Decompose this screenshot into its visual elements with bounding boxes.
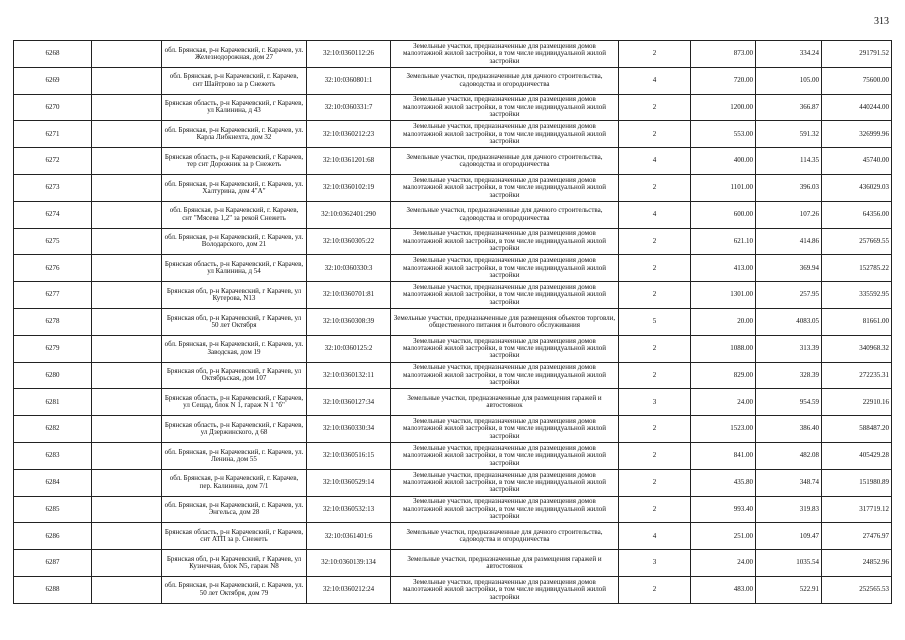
specific-value-cell: 334.24 [756, 41, 822, 68]
address-cell: обл. Брянская, р-н Карачевский, г. Карачев, ул. Володарского, дом 21 [162, 228, 307, 255]
area-cell: 993.40 [691, 496, 756, 523]
use-group-cell: 4 [619, 201, 691, 228]
cadastral-number-cell: 32:10:0361201:68 [307, 148, 391, 175]
row-number: 6280 [14, 362, 92, 389]
cadastral-value-cell: 326999.96 [822, 121, 892, 148]
area-cell: 600.00 [691, 201, 756, 228]
land-use-cell: Земельные участки, предназначенные для размещения домов малоэтажной жилой застройки, в том числе индивидуальной жилой застройки [391, 362, 619, 389]
cadastral-number-cell: 32:10:0360212:23 [307, 121, 391, 148]
address-cell: обл. Брянская, р-н Карачевский, г. Карачев, ул. Заводская, дом 19 [162, 335, 307, 362]
use-group-cell: 2 [619, 121, 691, 148]
use-group-cell: 2 [619, 41, 691, 68]
table-row [14, 308, 892, 335]
land-use-cell: Земельные участки, предназначенные для размещения домов малоэтажной жилой застройки, в том числе индивидуальной жилой застройки [391, 121, 619, 148]
empty-cell [92, 174, 162, 201]
use-group-cell: 2 [619, 362, 691, 389]
address-cell: Брянская обл, р-н Карачевский, г Карачев, ул Кузнечная, блок N5, гараж N8 [162, 550, 307, 577]
row-number: 6278 [14, 308, 92, 335]
empty-cell [92, 67, 162, 94]
cadastral-value-cell: 440244.00 [822, 94, 892, 121]
area-cell: 553.00 [691, 121, 756, 148]
cadastral-value-cell: 340968.32 [822, 335, 892, 362]
row-number: 6275 [14, 228, 92, 255]
use-group-cell: 5 [619, 308, 691, 335]
use-group-cell: 2 [619, 416, 691, 443]
empty-cell [92, 416, 162, 443]
table-row [14, 174, 892, 201]
address-cell: обл. Брянская, р-н Карачевский, г. Карачев, пер. Калинина, дом 7/1 [162, 469, 307, 496]
empty-cell [92, 41, 162, 68]
cadastral-value-cell: 64356.00 [822, 201, 892, 228]
table-row [14, 389, 892, 416]
table-row [14, 94, 892, 121]
cadastral-number-cell: 32:10:0360212:24 [307, 576, 391, 603]
table-row [14, 228, 892, 255]
specific-value-cell: 107.26 [756, 201, 822, 228]
cadastral-number-cell: 32:10:0360127:34 [307, 389, 391, 416]
cadastral-value-cell: 588487.20 [822, 416, 892, 443]
specific-value-cell: 1035.54 [756, 550, 822, 577]
area-cell: 1088.00 [691, 335, 756, 362]
address-cell: Брянская область, р-н Карачевский, г Карачев, тер снт Дорожник за р Снежеть [162, 148, 307, 175]
use-group-cell: 2 [619, 496, 691, 523]
empty-cell [92, 255, 162, 282]
address-cell: Брянская область, р-н Карачевский, г Карачев, снт АТП за р. Снежеть [162, 523, 307, 550]
area-cell: 20.00 [691, 308, 756, 335]
specific-value-cell: 396.03 [756, 174, 822, 201]
row-number: 6276 [14, 255, 92, 282]
table-row [14, 41, 892, 68]
land-use-cell: Земельные участки, предназначенные для размещения домов малоэтажной жилой застройки, в том числе индивидуальной жилой застройки [391, 576, 619, 603]
table-row [14, 496, 892, 523]
land-use-cell: Земельные участки, предназначенные для размещения гаражей и автостоянок [391, 389, 619, 416]
row-number: 6274 [14, 201, 92, 228]
cadastral-number-cell: 32:10:0360516:15 [307, 442, 391, 469]
row-number: 6281 [14, 389, 92, 416]
row-number: 6272 [14, 148, 92, 175]
area-cell: 829.00 [691, 362, 756, 389]
cadastral-value-cell: 24852.96 [822, 550, 892, 577]
cadastral-value-cell: 317719.12 [822, 496, 892, 523]
address-cell: Брянская область, р-н Карачевский, г Карачев, ул Калинина, д 43 [162, 94, 307, 121]
cadastral-number-cell: 32:10:0360139:134 [307, 550, 391, 577]
empty-cell [92, 523, 162, 550]
specific-value-cell: 348.74 [756, 469, 822, 496]
empty-cell [92, 389, 162, 416]
land-use-cell: Земельные участки, предназначенные для размещения домов малоэтажной жилой застройки, в том числе индивидуальной жилой застройки [391, 41, 619, 68]
empty-cell [92, 201, 162, 228]
specific-value-cell: 386.40 [756, 416, 822, 443]
cadastral-value-cell: 291791.52 [822, 41, 892, 68]
empty-cell [92, 282, 162, 309]
land-use-cell: Земельные участки, предназначенные для размещения домов малоэтажной жилой застройки, в том числе индивидуальной жилой застройки [391, 94, 619, 121]
row-number: 6269 [14, 67, 92, 94]
table-row [14, 201, 892, 228]
cadastral-number-cell: 32:10:0360532:13 [307, 496, 391, 523]
land-use-cell: Земельные участки, предназначенные для размещения домов малоэтажной жилой застройки, в том числе индивидуальной жилой застройки [391, 335, 619, 362]
area-cell: 1200.00 [691, 94, 756, 121]
specific-value-cell: 366.87 [756, 94, 822, 121]
land-use-cell: Земельные участки, предназначенные для размещения домов малоэтажной жилой застройки, в том числе индивидуальной жилой застройки [391, 496, 619, 523]
land-use-cell: Земельные участки, предназначенные для размещения домов малоэтажной жилой застройки, в том числе индивидуальной жилой застройки [391, 174, 619, 201]
table-row [14, 335, 892, 362]
address-cell: обл. Брянская, р-н Карачевский, г. Карачев, снт Шайтрово за р Снежеть [162, 67, 307, 94]
land-use-cell: Земельные участки, предназначенные для размещения домов малоэтажной жилой застройки, в том числе индивидуальной жилой застройки [391, 282, 619, 309]
use-group-cell: 2 [619, 335, 691, 362]
table-row [14, 148, 892, 175]
empty-cell [92, 496, 162, 523]
table-row [14, 121, 892, 148]
table-row [14, 362, 892, 389]
cadastral-value-cell: 272235.31 [822, 362, 892, 389]
cadastral-value-cell: 27476.97 [822, 523, 892, 550]
use-group-cell: 3 [619, 550, 691, 577]
page-number: 313 [874, 16, 889, 27]
use-group-cell: 4 [619, 148, 691, 175]
area-cell: 24.00 [691, 550, 756, 577]
use-group-cell: 2 [619, 228, 691, 255]
table-row [14, 282, 892, 309]
cadastral-number-cell: 32:10:0360801:1 [307, 67, 391, 94]
table-row [14, 442, 892, 469]
table-row [14, 67, 892, 94]
empty-cell [92, 121, 162, 148]
address-cell: Брянская область, р-н Карачевский, г Карачев, ул Сещад, блок N 1, гараж N 1 "б" [162, 389, 307, 416]
land-use-cell: Земельные участки, предназначенные для дачного строительства, садоводства и огородничества [391, 67, 619, 94]
land-use-cell: Земельные участки, предназначенные для дачного строительства, садоводства и огородничества [391, 523, 619, 550]
address-cell: Брянская обл, р-н Карачевский, г Карачев, ул Кутерова, N13 [162, 282, 307, 309]
cadastral-number-cell: 32:10:0360331:7 [307, 94, 391, 121]
area-cell: 621.10 [691, 228, 756, 255]
empty-cell [92, 228, 162, 255]
cadastral-number-cell: 32:10:0362401:290 [307, 201, 391, 228]
area-cell: 400.00 [691, 148, 756, 175]
row-number: 6273 [14, 174, 92, 201]
table-row [14, 523, 892, 550]
address-cell: Брянская обл, р-н Карачевский, г Карачев, ул Октябрьская, дом 107 [162, 362, 307, 389]
specific-value-cell: 114.35 [756, 148, 822, 175]
row-number: 6283 [14, 442, 92, 469]
cadastral-number-cell: 32:10:0360529:14 [307, 469, 391, 496]
cadastral-value-cell: 22910.16 [822, 389, 892, 416]
cadastral-number-cell: 32:10:0361401:6 [307, 523, 391, 550]
specific-value-cell: 319.83 [756, 496, 822, 523]
use-group-cell: 3 [619, 389, 691, 416]
cadastral-number-cell: 32:10:0360112:26 [307, 41, 391, 68]
empty-cell [92, 308, 162, 335]
cadastral-number-cell: 32:10:0360330:3 [307, 255, 391, 282]
cadastral-number-cell: 32:10:0360330:34 [307, 416, 391, 443]
land-use-cell: Земельные участки, предназначенные для размещения домов малоэтажной жилой застройки, в том числе индивидуальной жилой застройки [391, 442, 619, 469]
address-cell: обл. Брянская, р-н Карачевский, г. Карачев, ул. 50 лет Октября, дом 79 [162, 576, 307, 603]
cadastral-number-cell: 32:10:0360102:19 [307, 174, 391, 201]
empty-cell [92, 550, 162, 577]
cadastral-value-cell: 81661.00 [822, 308, 892, 335]
row-number: 6287 [14, 550, 92, 577]
address-cell: обл. Брянская, р-н Карачевский, г. Карачев, снт "Мясева 1,2" за рекой Снежеть [162, 201, 307, 228]
area-cell: 720.00 [691, 67, 756, 94]
cadastral-value-cell: 257669.55 [822, 228, 892, 255]
land-use-cell: Земельные участки, предназначенные для размещения домов малоэтажной жилой застройки, в том числе индивидуальной жилой застройки [391, 228, 619, 255]
area-cell: 1101.00 [691, 174, 756, 201]
cadastral-value-cell: 335592.95 [822, 282, 892, 309]
specific-value-cell: 954.59 [756, 389, 822, 416]
cadastral-number-cell: 32:10:0360308:39 [307, 308, 391, 335]
use-group-cell: 4 [619, 67, 691, 94]
row-number: 6285 [14, 496, 92, 523]
area-cell: 251.00 [691, 523, 756, 550]
cadastral-number-cell: 32:10:0360701:81 [307, 282, 391, 309]
use-group-cell: 2 [619, 94, 691, 121]
empty-cell [92, 442, 162, 469]
land-use-cell: Земельные участки, предназначенные для размещения гаражей и автостоянок [391, 550, 619, 577]
row-number: 6288 [14, 576, 92, 603]
row-number: 6282 [14, 416, 92, 443]
area-cell: 435.80 [691, 469, 756, 496]
address-cell: обл. Брянская, р-н Карачевский, г. Карачев, ул. Халтурина, дом 4"А" [162, 174, 307, 201]
area-cell: 24.00 [691, 389, 756, 416]
use-group-cell: 2 [619, 442, 691, 469]
table-row [14, 576, 892, 603]
row-number: 6284 [14, 469, 92, 496]
empty-cell [92, 576, 162, 603]
area-cell: 1301.00 [691, 282, 756, 309]
land-use-cell: Земельные участки, предназначенные для размещения объектов торговли, общественного питания и бытового обслуживания [391, 308, 619, 335]
specific-value-cell: 257.95 [756, 282, 822, 309]
cadastral-number-cell: 32:10:0360305:22 [307, 228, 391, 255]
cadastral-value-cell: 75600.00 [822, 67, 892, 94]
area-cell: 841.00 [691, 442, 756, 469]
use-group-cell: 4 [619, 523, 691, 550]
table-row [14, 550, 892, 577]
cadastral-value-cell: 405429.28 [822, 442, 892, 469]
row-number: 6268 [14, 41, 92, 68]
land-use-cell: Земельные участки, предназначенные для дачного строительства, садоводства и огородничества [391, 201, 619, 228]
address-cell: обл. Брянская, р-н Карачевский, г. Карачев, ул. Энгельса, дом 28 [162, 496, 307, 523]
cadastral-value-cell: 436029.03 [822, 174, 892, 201]
cadastral-number-cell: 32:10:0360125:2 [307, 335, 391, 362]
row-number: 6286 [14, 523, 92, 550]
address-cell: обл. Брянская, р-н Карачевский, г. Карачев, ул. Ленина, дом 55 [162, 442, 307, 469]
table-row [14, 416, 892, 443]
cadastral-value-cell: 152785.22 [822, 255, 892, 282]
use-group-cell: 2 [619, 255, 691, 282]
specific-value-cell: 109.47 [756, 523, 822, 550]
specific-value-cell: 522.91 [756, 576, 822, 603]
address-cell: Брянская обл, р-н Карачевский, г Карачев, ул 50 лет Октября [162, 308, 307, 335]
row-number: 6279 [14, 335, 92, 362]
empty-cell [92, 94, 162, 121]
row-number: 6270 [14, 94, 92, 121]
table-body [14, 41, 892, 604]
use-group-cell: 2 [619, 282, 691, 309]
area-cell: 483.00 [691, 576, 756, 603]
address-cell: обл. Брянская, р-н Карачевский, г. Карачев, ул. Карла Либкнехта, дом 32 [162, 121, 307, 148]
land-use-cell: Земельные участки, предназначенные для дачного строительства, садоводства и огородничества [391, 148, 619, 175]
empty-cell [92, 362, 162, 389]
table-row [14, 469, 892, 496]
row-number: 6277 [14, 282, 92, 309]
specific-value-cell: 482.08 [756, 442, 822, 469]
land-use-cell: Земельные участки, предназначенные для размещения домов малоэтажной жилой застройки, в том числе индивидуальной жилой застройки [391, 469, 619, 496]
cadastral-value-cell: 252565.53 [822, 576, 892, 603]
address-cell: Брянская область, р-н Карачевский, г Карачев, ул Дзержинского, д 68 [162, 416, 307, 443]
use-group-cell: 2 [619, 174, 691, 201]
land-use-cell: Земельные участки, предназначенные для размещения домов малоэтажной жилой застройки, в том числе индивидуальной жилой застройки [391, 255, 619, 282]
address-cell: обл. Брянская, р-н Карачевский, г. Карачев, ул. Железнодорожная, дом 27 [162, 41, 307, 68]
land-registry-table [13, 40, 892, 604]
cadastral-value-cell: 151980.89 [822, 469, 892, 496]
specific-value-cell: 105.00 [756, 67, 822, 94]
empty-cell [92, 469, 162, 496]
row-number: 6271 [14, 121, 92, 148]
cadastral-value-cell: 45740.00 [822, 148, 892, 175]
cadastral-number-cell: 32:10:0360132:11 [307, 362, 391, 389]
address-cell: Брянская область, р-н Карачевский, г Карачев, ул Калинина, д 54 [162, 255, 307, 282]
specific-value-cell: 4083.05 [756, 308, 822, 335]
land-use-cell: Земельные участки, предназначенные для размещения домов малоэтажной жилой застройки, в том числе индивидуальной жилой застройки [391, 416, 619, 443]
empty-cell [92, 335, 162, 362]
specific-value-cell: 369.94 [756, 255, 822, 282]
empty-cell [92, 148, 162, 175]
table-row [14, 255, 892, 282]
specific-value-cell: 313.39 [756, 335, 822, 362]
specific-value-cell: 328.39 [756, 362, 822, 389]
specific-value-cell: 414.86 [756, 228, 822, 255]
use-group-cell: 2 [619, 576, 691, 603]
area-cell: 413.00 [691, 255, 756, 282]
specific-value-cell: 591.32 [756, 121, 822, 148]
area-cell: 873.00 [691, 41, 756, 68]
use-group-cell: 2 [619, 469, 691, 496]
area-cell: 1523.00 [691, 416, 756, 443]
